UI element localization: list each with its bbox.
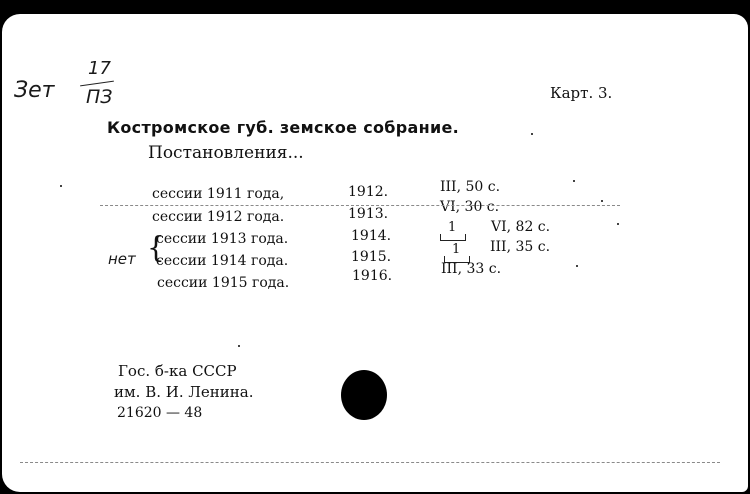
entry-volume: III, 35 с. [490, 239, 551, 255]
library-line-2: им. В. И. Ленина. [114, 383, 254, 401]
entry-session: сессии 1914 года. [156, 253, 289, 269]
entry-volume: VI, 82 с. [491, 219, 551, 235]
scan-speck [573, 180, 575, 182]
scan-speck [576, 265, 578, 267]
card-number: Карт. 3. [550, 84, 613, 102]
entry-volume: III, 33 с. [441, 261, 502, 277]
entry-mark: 1 [452, 242, 461, 257]
card-title: Костромское губ. земское собрание. [107, 118, 459, 137]
entry-session: сессии 1912 года. [152, 209, 285, 225]
entry-year: 1915. [351, 249, 392, 265]
mark-bracket [440, 234, 466, 241]
scan-speck [60, 185, 62, 187]
card-subtitle: Постановления... [148, 143, 304, 163]
library-line-1: Гос. б-ка СССР [118, 362, 237, 380]
punch-hole [341, 370, 387, 420]
scan-speck [531, 133, 533, 135]
scan-line [20, 462, 720, 463]
entry-volume: III, 50 с. [440, 179, 501, 195]
scan-speck [617, 223, 619, 225]
handwritten-denominator: ПЗ [86, 86, 113, 108]
entry-session: сессии 1913 года. [156, 231, 289, 247]
scan-line [100, 205, 620, 206]
entry-session: сессии 1915 года. [157, 275, 290, 291]
entry-year: 1916. [352, 268, 393, 284]
entry-year: 1912. [348, 184, 389, 200]
entry-session: сессии 1911 года, [152, 186, 285, 202]
library-line-3: 21620 — 48 [117, 405, 203, 421]
handwritten-side-note: нет [108, 250, 136, 268]
handwritten-prefix: Зет [14, 78, 55, 103]
scan-speck [601, 200, 603, 202]
scan-speck [238, 345, 240, 347]
entry-mark: 1 [448, 220, 457, 235]
brace-icon: { [147, 230, 165, 265]
handwritten-numerator: 17 [88, 58, 111, 79]
entry-year: 1913. [348, 206, 389, 222]
entry-volume: VI, 30 с. [440, 199, 500, 215]
entry-year: 1914. [351, 228, 392, 244]
